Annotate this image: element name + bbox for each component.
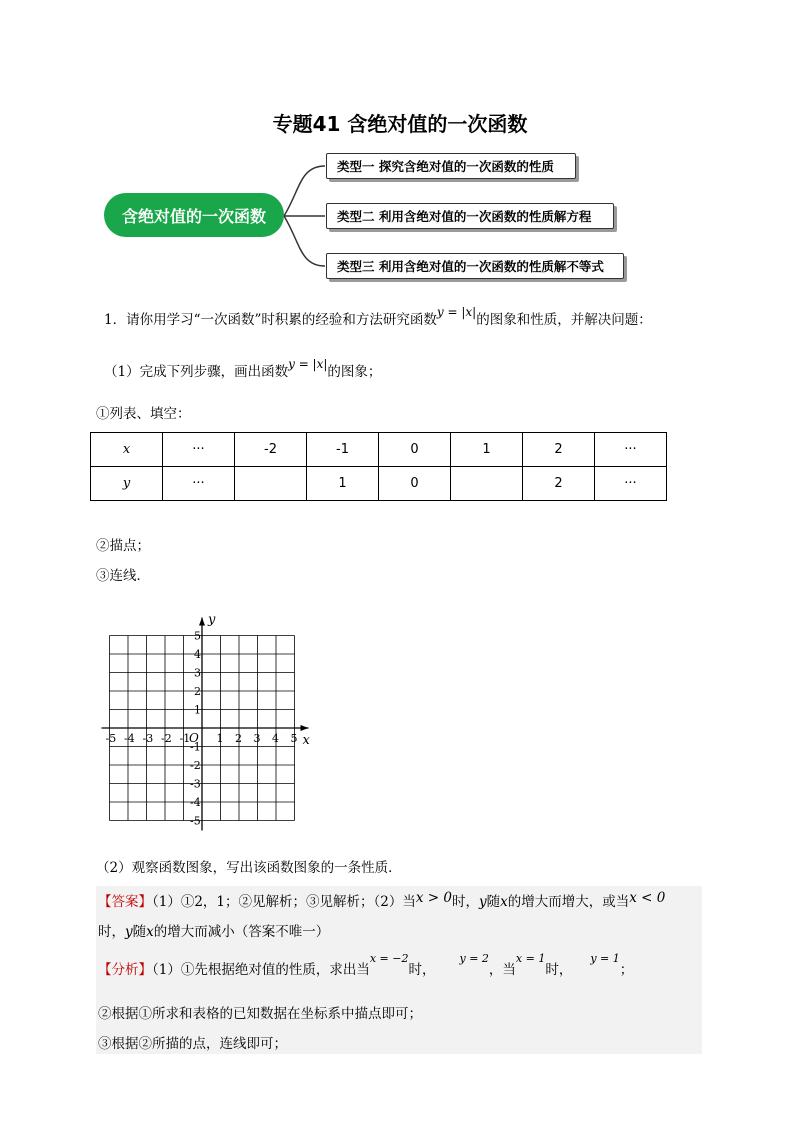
x-tick-label: -5 — [105, 732, 117, 745]
table-cell: 2 — [523, 433, 595, 467]
table-cell-blank — [235, 467, 307, 501]
x-tick-label: 1 — [216, 732, 224, 745]
step-2: ②描点； — [96, 538, 150, 554]
y-tick-label: -3 — [190, 777, 201, 791]
table-cell: x — [91, 433, 163, 467]
answer-math: x > 0 — [415, 890, 452, 906]
analysis-line-3: ③根据②所描的点，连线即可； — [98, 1036, 287, 1052]
analysis-math: x = 1 — [515, 952, 546, 965]
y-tick-label: -4 — [190, 796, 201, 809]
table-cell-blank — [451, 467, 523, 501]
answer-label: 【答案】 — [98, 894, 152, 910]
y-axis-arrow — [199, 618, 205, 626]
table-cell: ··· — [163, 433, 235, 467]
table-cell: 1 — [307, 467, 379, 501]
table-cell: -2 — [235, 433, 307, 467]
value-table — [90, 432, 667, 501]
table-cell: 2 — [523, 467, 595, 501]
x-tick-label: -3 — [142, 732, 154, 745]
table-cell: 0 — [379, 467, 451, 501]
y-tick-label: 2 — [194, 685, 201, 698]
answer-math: y — [125, 924, 133, 940]
table-cell: y — [91, 467, 163, 501]
question-1-suffix: 的图象和性质，并解决问题： — [476, 312, 652, 328]
step-1: ①列表、填空： — [96, 406, 191, 422]
answer-text: 2，1；②见解析；③见解析；（2）当 — [194, 894, 416, 910]
coordinate-grid — [90, 600, 330, 845]
x-axis-arrow — [301, 725, 309, 731]
y-tick-label: 1 — [194, 703, 201, 717]
y-tick-label: -5 — [190, 814, 201, 828]
analysis-label: 【分析】 — [98, 962, 152, 978]
mindmap-branch-2: 类型二 利用含绝对值的一次函数的性质解方程 — [326, 203, 614, 229]
analysis-math: x = −2 — [369, 952, 409, 965]
y-tick-label: 4 — [194, 648, 201, 661]
analysis-text: ，当 — [488, 962, 516, 978]
y-tick-label: -2 — [190, 759, 201, 772]
table-cell: 1 — [451, 433, 523, 467]
answer-text: 的增大而增大，或当 — [507, 894, 630, 910]
analysis-text: （1）①先根据绝对值的性质，求出当 — [152, 962, 370, 978]
page-title: 专题41 含绝对值的一次函数 — [272, 112, 528, 136]
x-tick-label: 3 — [253, 732, 261, 745]
function-formula: y = |x| — [436, 305, 477, 319]
table-row-y — [91, 467, 667, 501]
table-cell: ··· — [163, 467, 235, 501]
answer-line-1 — [98, 892, 665, 912]
table-cell: ··· — [595, 433, 667, 467]
y-tick-label: 5 — [194, 629, 201, 643]
mindmap-branch-3: 类型三 利用含绝对值的一次函数的性质解不等式 — [326, 253, 624, 279]
part-1-prefix: （1）完成下列步骤，画出函数 — [104, 364, 289, 380]
answer-math: x < 0 — [629, 890, 666, 906]
x-tick-label: 4 — [272, 732, 279, 745]
analysis-line-1 — [98, 952, 634, 981]
analysis-math: y = 1 — [590, 952, 620, 965]
question-1 — [104, 305, 652, 330]
answer-math: x — [146, 924, 154, 940]
answer-text: （1）① — [152, 894, 195, 910]
analysis-text: 时， — [545, 962, 573, 978]
answer-text: 时， — [451, 894, 479, 910]
question-1-prefix: 1．请你用学习“一次函数”时积累的经验和方法研究函数 — [104, 312, 437, 328]
y-axis-label: y — [208, 612, 216, 628]
origin-label: O — [189, 731, 199, 745]
analysis-math: y = 2 — [459, 952, 489, 965]
part-1 — [104, 357, 382, 382]
x-tick-label: 5 — [290, 732, 298, 745]
x-axis-label: x — [302, 733, 310, 748]
y-tick-label: 3 — [194, 666, 201, 680]
answer-text: 的增大而减小（答案不唯一） — [153, 924, 330, 940]
table-cell: 0 — [379, 433, 451, 467]
table-row-x — [91, 433, 667, 467]
mindmap-branch-1: 类型一 探究含绝对值的一次函数的性质 — [326, 153, 576, 179]
analysis-text: 时， — [408, 962, 436, 978]
table-cell: ··· — [595, 467, 667, 501]
table-cell: -1 — [307, 433, 379, 467]
answer-line-2 — [98, 922, 329, 942]
function-formula: y = |x| — [288, 357, 328, 371]
step-3: ③连线． — [96, 568, 150, 584]
x-tick-label: -1 — [179, 732, 191, 745]
x-tick-label: 2 — [235, 732, 242, 745]
part-2: （2）观察函数图象，写出该函数图象的一条性质． — [96, 860, 402, 876]
x-tick-label: -4 — [124, 732, 135, 745]
mindmap-root: 含绝对值的一次函数 — [104, 193, 284, 237]
analysis-text: ； — [619, 962, 634, 978]
answer-text: 时， — [98, 924, 125, 940]
y-tick-label: -1 — [190, 740, 201, 754]
answer-text: 随 — [486, 894, 501, 910]
answer-math: y — [478, 894, 487, 910]
answer-math: x — [500, 894, 508, 910]
analysis-line-2: ②根据①所求和表格的已知数据在坐标系中描点即可； — [98, 1006, 422, 1022]
part-1-suffix: 的图象； — [327, 364, 382, 380]
answer-text: 随 — [132, 924, 147, 940]
x-tick-label: -2 — [161, 732, 172, 745]
